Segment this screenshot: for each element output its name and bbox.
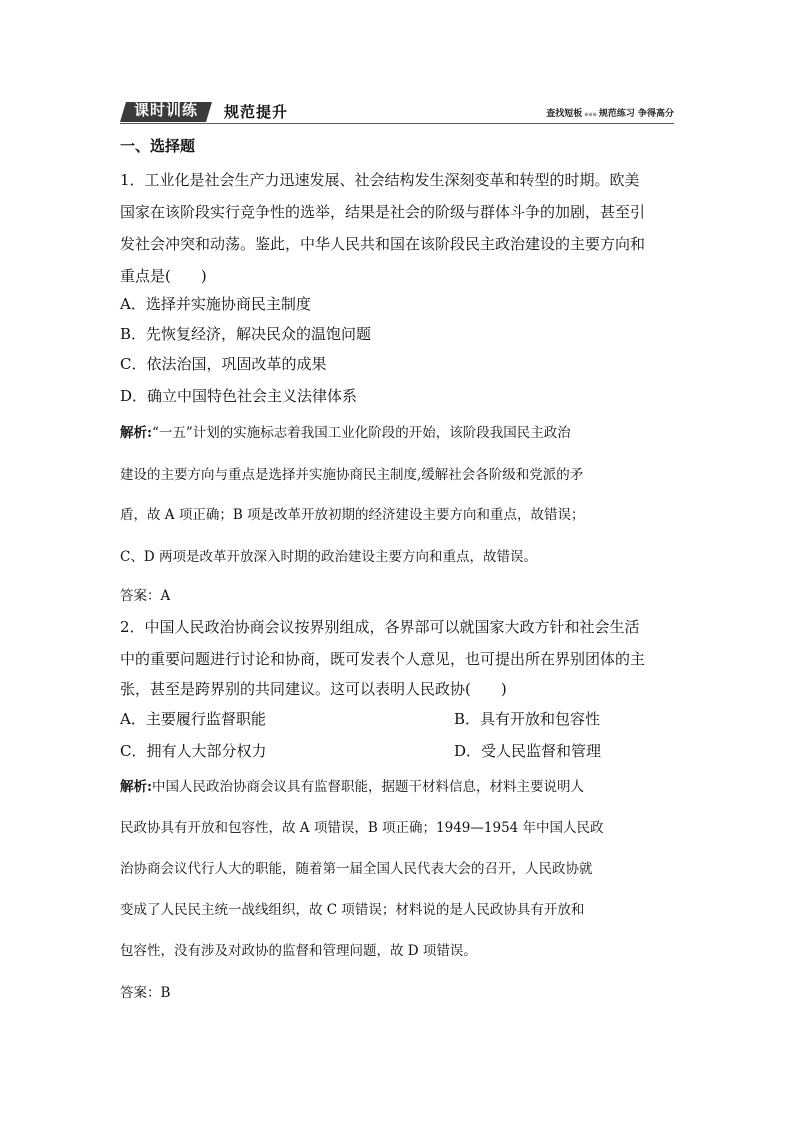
q1-option-a: A．选择并实施协商民主制度 <box>120 295 311 313</box>
q2-analysis-text: 中国人民政治协商会议具有监督职能，据题干材料信息，材料主要说明人 <box>151 779 584 795</box>
header-tag-improve: 规范提升 <box>224 103 289 121</box>
header-slogan-dots: ※※※ <box>584 112 597 118</box>
q2-analysis-line <box>120 778 584 796</box>
q2-stem-line: 张，甚至是跨界别的共同建议。这可以表明人民政协( ) <box>120 680 507 698</box>
q2-option-c: C．拥有人大部分权力 <box>120 742 267 760</box>
header-slogan-b: 规范练习 争得高分 <box>598 109 674 119</box>
q1-answer: 答案：A <box>120 588 171 604</box>
header-tag-practice: 课时训练 <box>134 101 199 119</box>
header-slogan-a: 查找短板 <box>546 109 583 119</box>
q2-analysis-line: 包容性，没有涉及对政协的监督和管理问题，故 D 项错误。 <box>120 943 477 959</box>
q2-stem-line: 中的重要问题进行讨论和协商，既可发表个人意见，也可提出所在界别团体的主 <box>120 650 646 668</box>
q1-analysis-line: 建设的主要方向与重点是选择并实施协商民主制度,缓解社会各阶级和党派的矛 <box>120 467 584 483</box>
q1-analysis-text: “一五”计划的实施标志着我国工业化阶段的开始，该阶段我国民主政治 <box>151 425 571 441</box>
q1-stem-line: 重点是( ) <box>120 267 207 285</box>
q2-analysis-line: 变成了人民民主统一战线组织，故 C 项错误；材料说的是人民政协具有开放和 <box>120 902 585 918</box>
q2-option-a: A．主要履行监督职能 <box>120 710 266 728</box>
header-slogan <box>546 108 674 121</box>
q2-analysis-line: 治协商会议代行人大的职能，随着第一届全国人民代表大会的召开，人民政协就 <box>120 861 593 877</box>
q1-option-b: B．先恢复经济，解决民众的温饱问题 <box>120 325 372 343</box>
q2-analysis-line: 民政协具有开放和包容性，故 A 项错误，B 项正确；1949—1954 年中国人民政 <box>120 820 604 836</box>
q2-option-b: B．具有开放和包容性 <box>454 710 601 728</box>
header-rule <box>120 123 674 124</box>
q1-analysis-line <box>120 424 571 442</box>
q1-stem-line: 国家在该阶段实行竞争性的选举，结果是社会的阶级与群体斗争的加剧，甚至引 <box>120 203 646 221</box>
section-title: 一、选择题 <box>120 137 196 155</box>
q2-analysis-label: 解析: <box>120 779 152 795</box>
q1-option-c: C．依法治国，巩固改革的成果 <box>120 355 327 373</box>
q1-stem-line: 1．工业化是社会生产力迅速发展、社会结构发生深刻变革和转型的时期。欧美 <box>120 171 640 189</box>
q2-answer: 答案：B <box>120 985 171 1001</box>
q1-analysis-label: 解析: <box>120 425 152 441</box>
page-header <box>120 100 674 122</box>
q2-stem-line: 2．中国人民政治协商会议按界别组成，各界部可以就国家大政方针和社会生活 <box>120 618 640 636</box>
q1-analysis-line: 盾，故 A 项正确；B 项是改革开放初期的经济建设主要方向和重点，故错误； <box>120 507 585 523</box>
q1-option-d: D．确立中国特色社会主义法律体系 <box>120 387 358 405</box>
q1-analysis-line: C、D 两项是改革开放深入时期的政治建设主要方向和重点，故错误。 <box>120 549 537 565</box>
q2-option-d: D．受人民监督和管理 <box>454 742 602 760</box>
header-tag-light <box>214 102 306 122</box>
q1-stem-line: 发社会冲突和动荡。鉴此，中华人民共和国在该阶段民主政治建设的主要方向和 <box>120 235 646 253</box>
